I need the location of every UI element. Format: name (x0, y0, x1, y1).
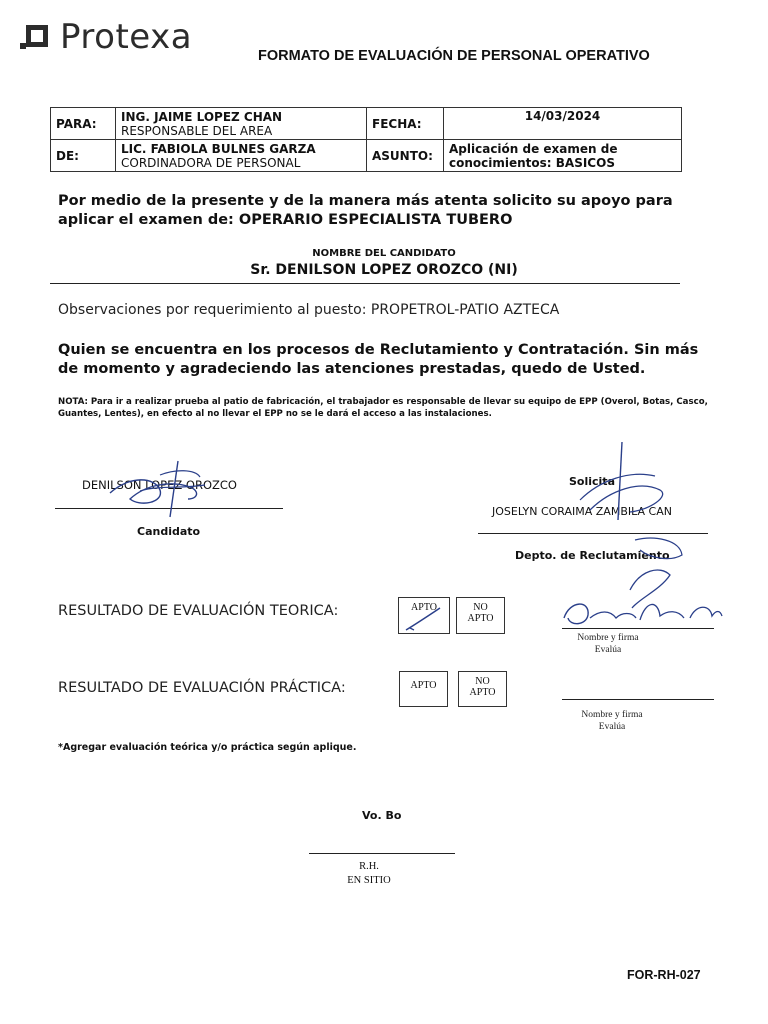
agregar-note: *Agregar evaluación teórica y/o práctica según aplique. (58, 742, 357, 753)
practice-no-label: NO (475, 676, 490, 687)
practice-no-apto-box[interactable] (458, 671, 507, 707)
form-code: FOR-RH-027 (627, 968, 701, 982)
practice-apto-box[interactable] (399, 671, 448, 707)
evaluator-handwritten-signature (560, 560, 725, 635)
vobo-label: Vo. Bo (362, 809, 402, 822)
practice-result-label: RESULTADO DE EVALUACIÓN PRÁCTICA: (58, 680, 346, 696)
solicita-label: Solicita (569, 475, 615, 488)
theory-evaluator-line1: Nombre y firma (577, 633, 639, 643)
de-role: CORDINADORA DE PERSONAL (121, 155, 301, 170)
asunto-line-2: conocimientos: BASICOS (449, 155, 615, 170)
asunto-cell (444, 140, 682, 172)
requester-signature-name: JOSELYN CORAIMA ZAMBILA CAN (492, 505, 672, 518)
header-table (50, 107, 682, 172)
de-cell (116, 140, 367, 172)
requester-signature-line (478, 533, 708, 534)
practice-evaluator-caption (552, 709, 672, 733)
para-role: RESPONSABLE DEL AREA (121, 123, 273, 138)
practice-evaluator-line1: Nombre y firma (581, 710, 643, 720)
theory-evaluator-line2: Evalúa (594, 645, 622, 655)
theory-evaluator-line (562, 628, 714, 629)
practice-no-apto-label: APTO (469, 687, 496, 698)
practice-evaluator-line2: Evalúa (598, 722, 626, 732)
theory-evaluator-caption (548, 632, 668, 656)
theory-no-apto-label: APTO (467, 613, 494, 624)
rh-line-2: EN SITIO (347, 875, 391, 886)
requester-signature-role: Depto. de Reclutamiento (515, 549, 670, 562)
para-cell (116, 108, 367, 140)
theory-result-label: RESULTADO DE EVALUACIÓN TEORICA: (58, 603, 339, 619)
fecha-label: FECHA: (367, 108, 444, 140)
protexa-logo-icon (20, 21, 52, 53)
vobo-line (309, 853, 455, 854)
logo-text: Protexa (60, 17, 193, 57)
asunto-line-1: Aplicación de examen de (449, 141, 618, 156)
candidate-label: NOMBRE DEL CANDIDATO (312, 248, 456, 259)
fecha-value: 14/03/2024 (444, 108, 682, 140)
theory-no-label: NO (473, 602, 488, 613)
para-name: ING. JAIME LOPEZ CHAN (121, 109, 283, 124)
company-logo (20, 18, 192, 56)
para-label: PARA: (51, 108, 116, 140)
rh-caption (322, 860, 416, 888)
de-name: LIC. FABIOLA BULNES GARZA (121, 141, 316, 156)
candidate-signature-role: Candidato (137, 525, 201, 538)
request-paragraph: Por medio de la presente y de la manera más atenta solicito su apoyo para aplicar el examen de: OPERARIO ESPECIALISTA TUBERO (58, 193, 673, 228)
candidate-name: Sr. DENILSON LOPEZ OROZCO (NI) (250, 262, 518, 278)
theory-apto-label: APTO (411, 602, 437, 613)
asunto-label: ASUNTO: (367, 140, 444, 172)
candidate-underline (50, 283, 680, 284)
de-label: DE: (51, 140, 116, 172)
practice-apto-label: APTO (410, 680, 437, 691)
rh-line-1: R.H. (359, 861, 379, 872)
nota-text: NOTA: Para ir a realizar prueba al patio de fabricación, el trabajador es responsable de llevar su equipo de EPP (Overol, Botas, Casco, Guantes, Lentes), en efecto al no llevar el EPP no se le dará el acceso a las instalaciones. (58, 397, 708, 419)
closing-paragraph: Quien se encuentra en los procesos de Reclutamiento y Contratación. Sin más de momento y agradeciendo las atenciones prestadas, quedo de Usted. (58, 342, 699, 377)
theory-no-apto-box[interactable] (456, 597, 505, 634)
theory-apto-box[interactable] (398, 597, 450, 634)
candidate-signature-line (55, 508, 283, 509)
requester-handwritten-signature (560, 440, 690, 560)
observations-text: Observaciones por requerimiento al puesto: PROPETROL-PATIO AZTECA (58, 302, 560, 318)
candidate-signature-name: DENILSON LOPEZ OROZCO (82, 478, 237, 492)
practice-evaluator-line (562, 699, 714, 700)
document-title: FORMATO DE EVALUACIÓN DE PERSONAL OPERATIVO (258, 48, 650, 64)
